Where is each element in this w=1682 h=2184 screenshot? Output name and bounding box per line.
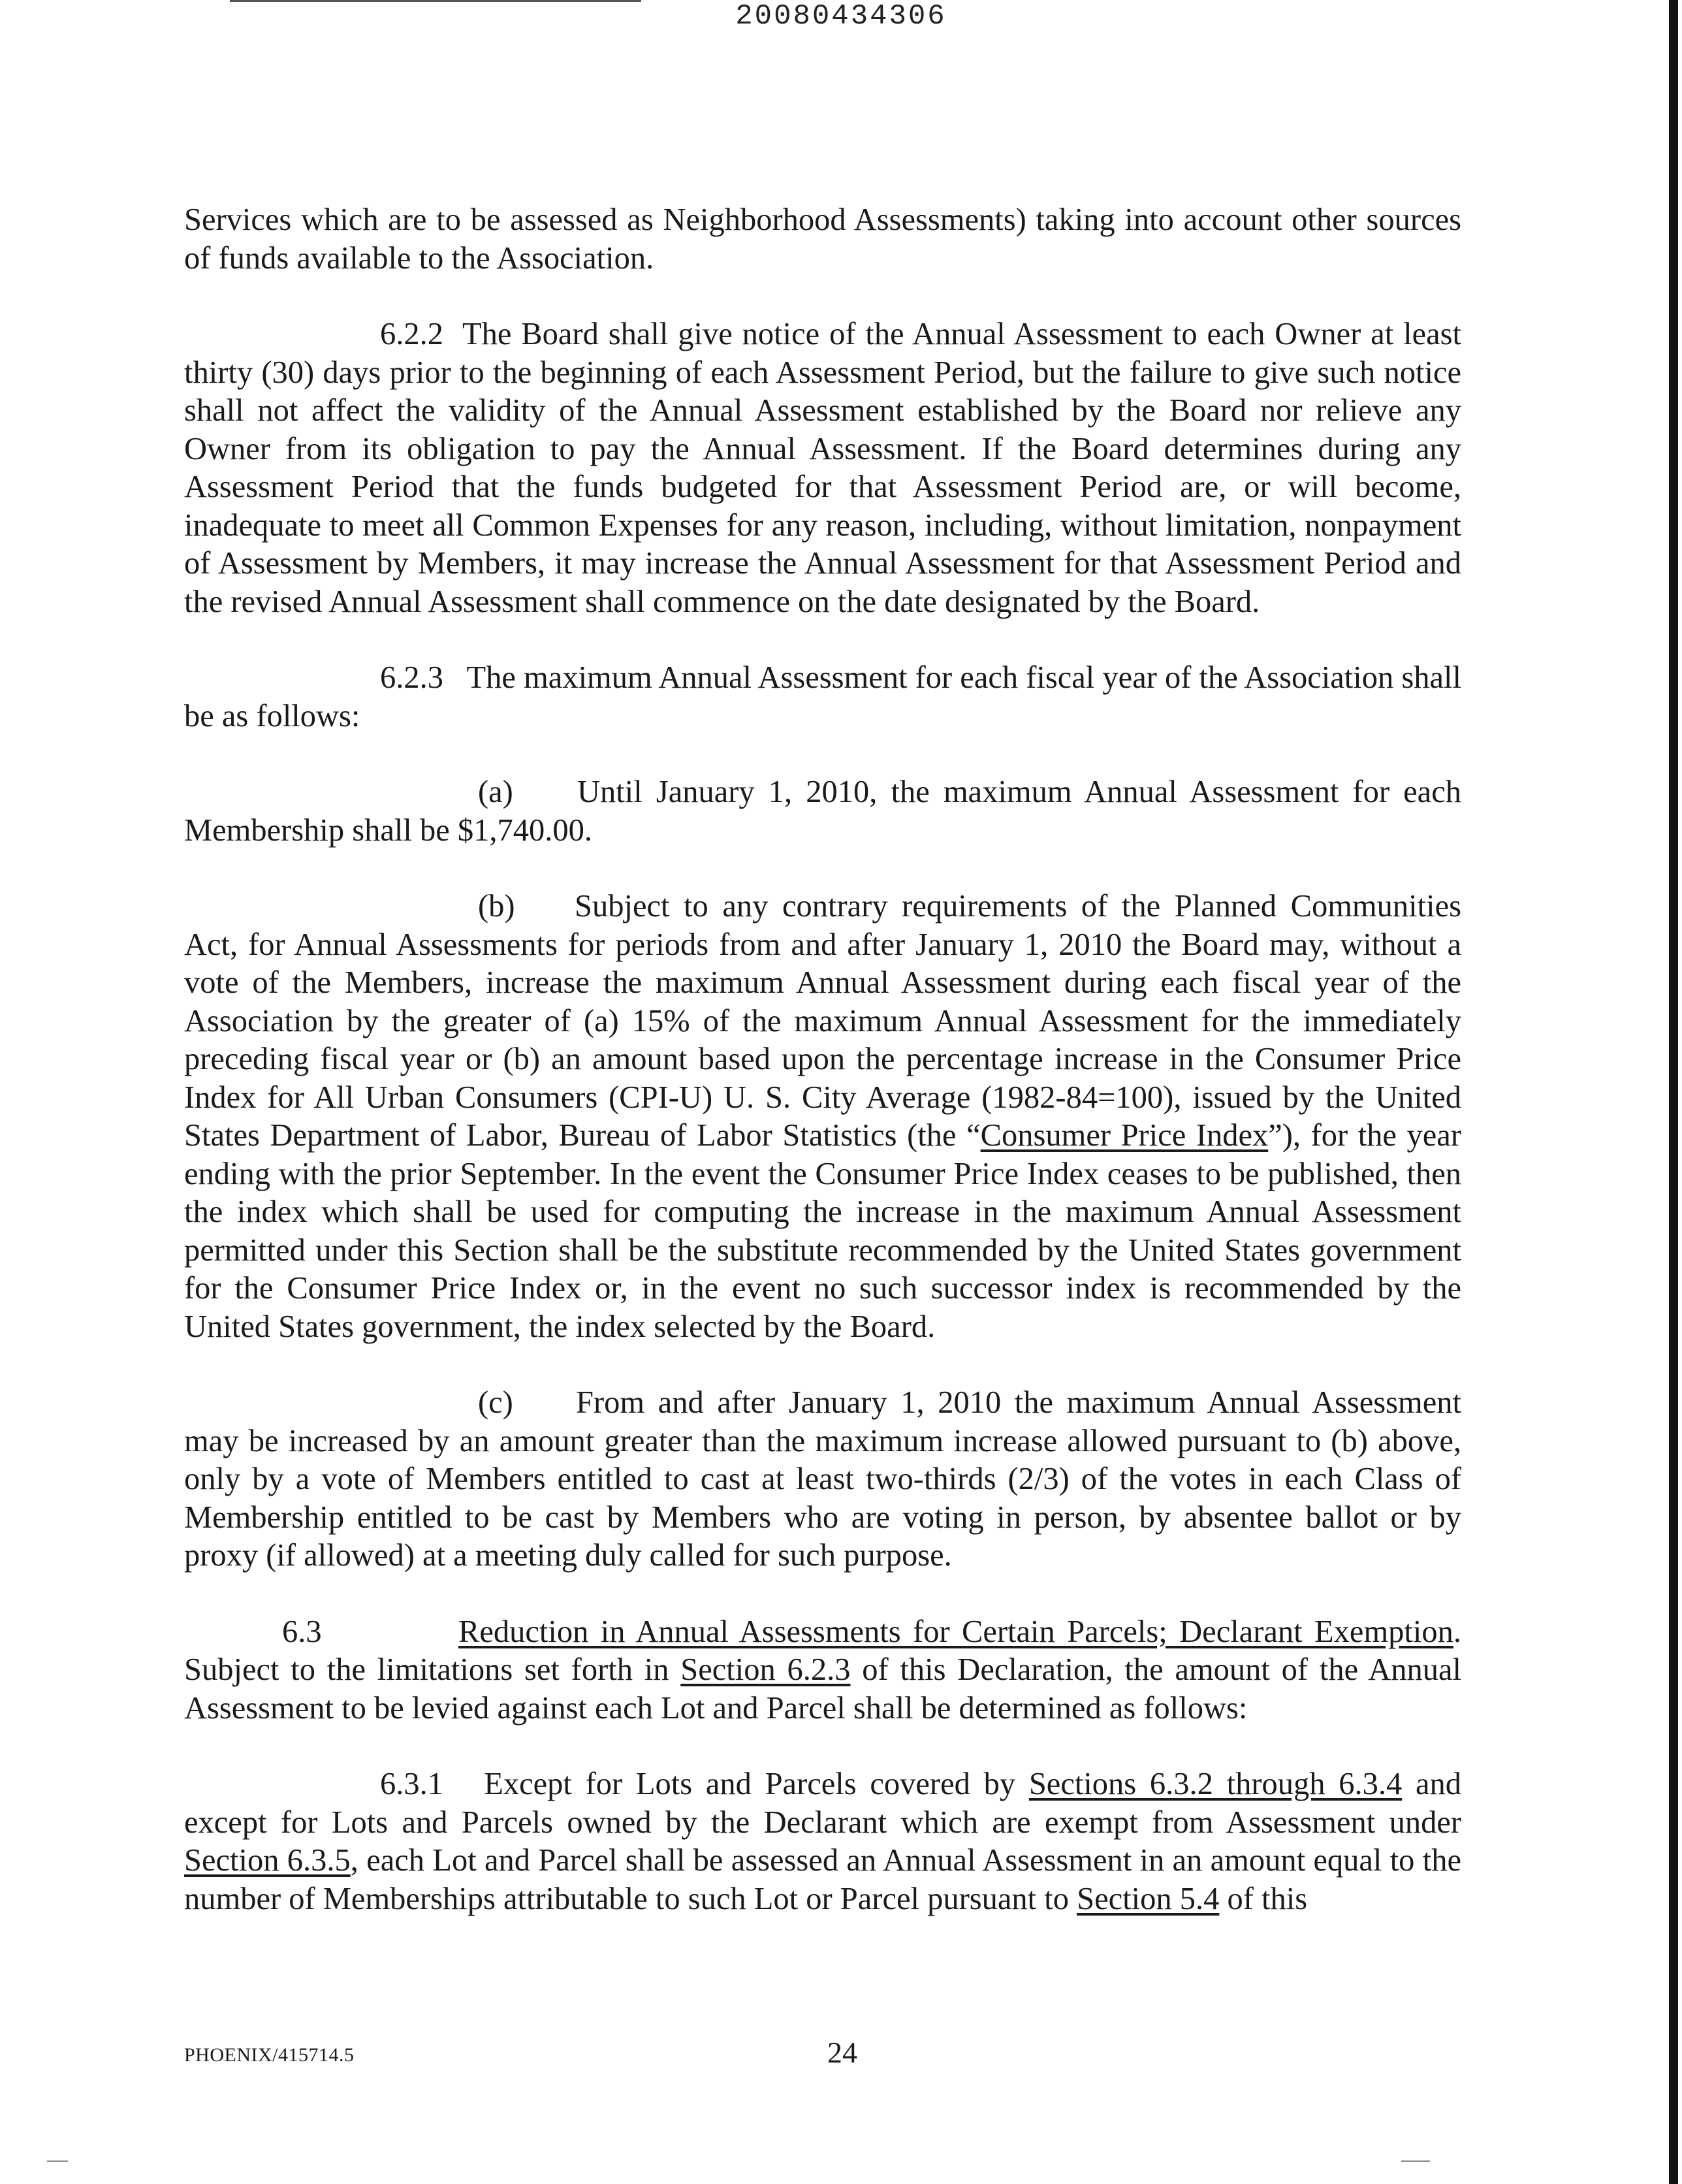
section-number: 6.3.1 (380, 1767, 443, 1801)
paragraph-continuation (184, 201, 1461, 278)
paragraph-text: . Subject to the limitations set forth in (184, 1614, 1461, 1687)
section-6-3-1 (184, 1765, 1461, 1918)
scan-edge-bar (1669, 0, 1678, 2184)
page-number: 24 (827, 2036, 857, 2069)
paragraph-text: Until January 1, 2010, the maximum Annual Assessment for each Membership shall be $1,740.00. (184, 775, 1461, 848)
paragraph-text: From and after January 1, 2010 the maximum Annual Assessment may be increased by an amount greater than the maximum increase allowed pursuant to (b) above, only by a vote of Members entitled to cast at least two-thirds (2/3) of the votes in each Class of Membership entitled to be cast by Members who are voting in person, by absentee ballot or by proxy (if allowed) at a meeting duly called for such purpose. (184, 1385, 1461, 1573)
section-6-2-2 (184, 315, 1461, 621)
section-6-2-3 (184, 659, 1461, 735)
subsection-label: (a) (478, 775, 513, 809)
paragraph-text: Except for Lots and Parcels covered by (484, 1767, 1029, 1801)
section-heading: Reduction in Annual Assessments for Certain Parcels; Declarant Exemption (458, 1614, 1453, 1649)
subsection-label: (c) (478, 1385, 513, 1420)
subsection-b (184, 888, 1461, 1346)
footer-doc-reference: PHOENIX/415714.5 (184, 2044, 355, 2066)
scan-mark-left (47, 2160, 68, 2162)
paragraph-text: The maximum Annual Assessment for each fiscal year of the Association shall be as follows: (184, 660, 1461, 733)
cross-reference: Section 5.4 (1077, 1881, 1220, 1916)
section-number: 6.3 (282, 1614, 322, 1649)
cross-reference: Section 6.2.3 (680, 1652, 851, 1687)
section-6-3 (184, 1613, 1461, 1728)
paragraph-text: Subject to any contrary requirements of the Planned Communities Act, for Annual Assessments for periods from and after January 1, 2010 the Board may, without a vote of the Members, increase the maximum Annual Assessment during each fiscal year of the Association by the greater of (a) 15% of the maximum Annual Assessment for the immediately preceding fiscal year or (b) an amount based upon the percentage increase in the Consumer Price Index for All Urban Consumers (CPI-U) U. S. City Average (1982-84=100), issued by the United States Department of Labor, Bureau of Labor Statistics (the “ (184, 889, 1461, 1153)
paragraph-text: ”), for the year ending with the prior September. In the event the Consumer Price Index ceases to be published, then the index which shall be used for computing the increase in the maximum Annual Assessment permitted under this Section shall be the substitute recommended by the United States government for the Consumer Price Index or, in the event no such successor index is recommended by the United States government, the index selected by the Board. (184, 1118, 1461, 1344)
paragraph-text: of this (1219, 1881, 1308, 1916)
paragraph-text: and except for Lots and Parcels owned by the Declarant which are exempt from Assessment under (184, 1767, 1461, 1840)
document-body (184, 201, 1461, 1918)
cross-reference: Section 6.3.5 (184, 1843, 351, 1878)
scan-mark-right (1401, 2160, 1430, 2162)
document-number: 20080434306 (735, 0, 947, 33)
paragraph-text: Services which are to be assessed as Neighborhood Assessments) taking into account other sources of funds available to the Association. (184, 202, 1461, 276)
paragraph-text: The Board shall give notice of the Annual Assessment to each Owner at least thirty (30) days prior to the beginning of each Assessment Period, but the failure to give such notice shall not affect the validity of the Annual Assessment established by the Board nor relieve any Owner from its obligation to pay the Annual Assessment. If the Board determines during any Assessment Period that the funds budgeted for that Assessment Period are, or will become, inadequate to meet all Common Expenses for any reason, including, without limitation, nonpayment of Assessment by Members, it may increase the Annual Assessment for that Assessment Period and the revised Annual Assessment shall commence on the date designated by the Board. (184, 317, 1461, 619)
defined-term-cpi: Consumer Price Index (980, 1118, 1269, 1153)
paragraph-text: of this Declaration, the amount of the Annual Assessment to be levied against each Lot and Parcel shall be determined as follows: (184, 1652, 1461, 1726)
section-number: 6.2.2 (380, 317, 443, 351)
section-number: 6.2.3 (380, 660, 443, 695)
paragraph-text: , each Lot and Parcel shall be assessed an Annual Assessment in an amount equal to the number of Memberships attributable to such Lot or Parcel pursuant to (184, 1843, 1461, 1916)
cross-reference: Sections 6.3.2 through 6.3.4 (1028, 1767, 1403, 1801)
subsection-label: (b) (478, 889, 515, 923)
subsection-c (184, 1384, 1461, 1575)
subsection-a (184, 773, 1461, 850)
